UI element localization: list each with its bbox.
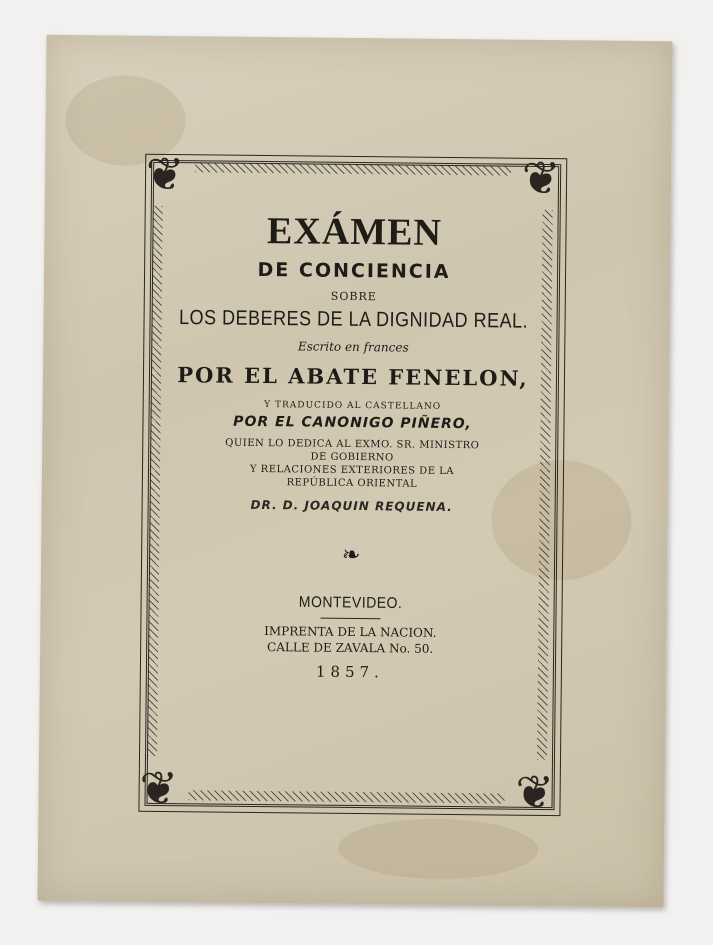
dedication-line: Y RELACIONES EXTERIORES DE LA — [249, 463, 455, 478]
author-line: POR EL ABATE FENELON, — [177, 362, 529, 391]
main-title: EXÁMEN — [266, 210, 443, 254]
written-in-line: Escrito en frances — [297, 339, 409, 355]
divider — [320, 618, 380, 620]
printer-line: IMPRENTA DE LA NACION. — [264, 624, 437, 640]
connector-word: SOBRE — [330, 289, 377, 304]
dedicatee-line: DR. D. JOAQUIN REQUENA. — [250, 497, 453, 515]
topic-line: LOS DEBERES DE LA DIGNIDAD REAL. — [178, 305, 529, 333]
address-line: CALLE DE ZAVALA No. 50. — [266, 640, 434, 656]
flourish-ornament-icon: ❦ — [139, 760, 179, 816]
dedication-line: REPÚBLICA ORIENTAL — [286, 477, 418, 490]
dedication-line: DE GOBIERNO — [310, 451, 394, 464]
translated-line: Y TRADUCIDO AL CASTELLANO — [264, 400, 442, 412]
flourish-ornament-icon: ❦ — [515, 764, 555, 820]
year-line: 1857. — [315, 662, 384, 682]
subtitle: DE CONCIENCIA — [257, 258, 451, 283]
flourish-ornament-icon: ❦ — [145, 146, 185, 202]
fleuron-ornament-icon: ❧ — [341, 542, 361, 569]
city-line: MONTEVIDEO. — [298, 592, 403, 612]
paper-stain — [338, 818, 539, 880]
flourish-ornament-icon: ❦ — [521, 150, 561, 206]
title-page-text — [150, 196, 555, 683]
book-cover — [37, 35, 672, 908]
dedication-line: QUIEN LO DEDICA AL EXMO. SR. MINISTRO — [225, 437, 480, 452]
translator-line: POR EL CANONIGO PIÑERO, — [233, 413, 472, 433]
